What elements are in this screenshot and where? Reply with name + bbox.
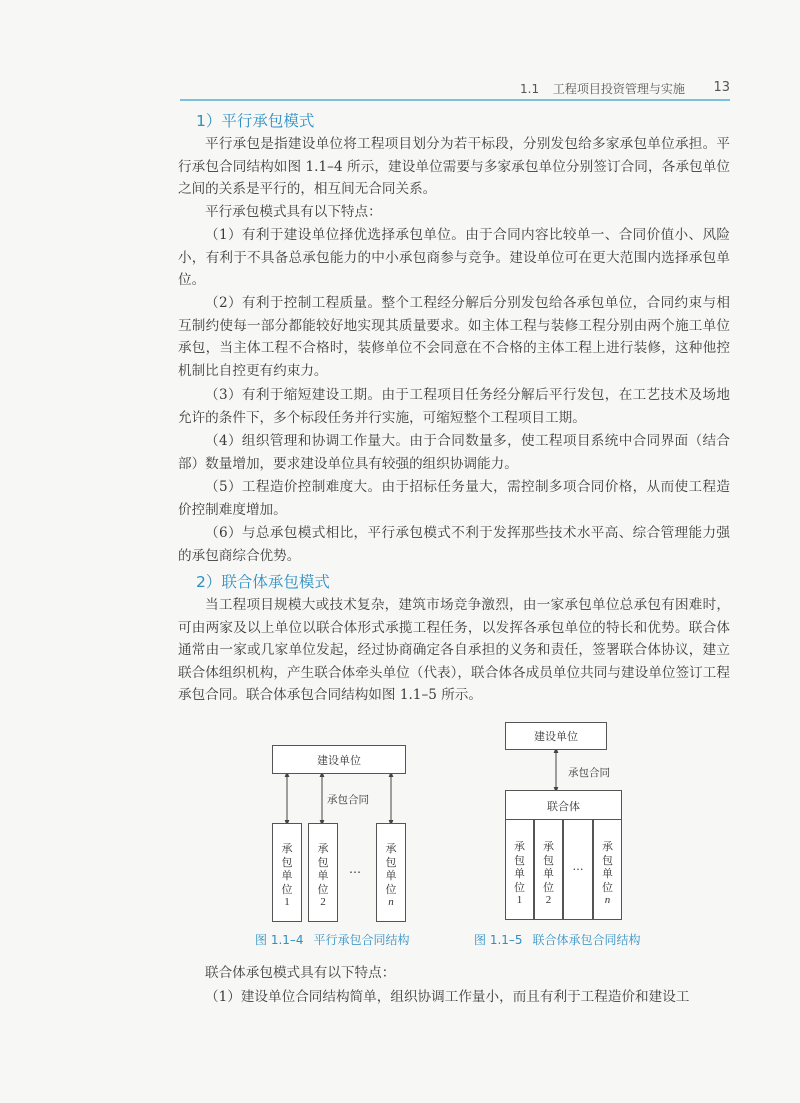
list-item-parallel-1: （1）有利于建设单位择优选择承包单位。由于合同内容比较单一、合同价值小、风险小，有利于不具备总承包能力的中小承包商参与竞争。建设单位可在更大范围内选择承包单位。 — [178, 227, 730, 288]
fig5-caption-title: 联合体承包合同结构 — [532, 933, 641, 947]
list-item-joint-venture-1: （1）建设单位合同结构简单，组织协调工作量小，而且有利于工程造价和建设工 — [205, 989, 690, 1005]
fig5-ellipsis: … — [572, 860, 584, 873]
fig5-unit-box-1 — [505, 819, 534, 920]
fig4-unit-box-n — [376, 823, 406, 922]
paragraph-joint-venture-definition: 当工程项目规模大或技术复杂，建筑市场竞争激烈，由一家承包单位总承包有困难时，可由两家及以上单位以联合体形式承揽工程任务，以发挥各承包单位的特长和优势。联合体通常由一家或几家单位发起，经过协商确定各自承担的义务和责任，签署联合体协议，建立联合体组织机构，产生联合体牵头单位（代表），联合体各成员单位共同与建设单位签订工程承包合同。联合体承包合同结构如图 1.1–5 所示。 — [178, 597, 730, 703]
fig5-caption-number: 图 1.1–5 — [474, 933, 523, 947]
unit-number: 1 — [284, 896, 290, 908]
fig5-unit-box-n — [593, 819, 622, 920]
unit-char: 包 — [385, 855, 397, 869]
unit-char: 包 — [317, 855, 329, 869]
fig4-contract-label: 承包合同 — [327, 794, 369, 806]
fig4-ellipsis: … — [349, 862, 361, 876]
unit-char: 单 — [602, 867, 613, 880]
fig5-unit-box-ellipsis — [563, 819, 593, 920]
list-item-parallel-2: （2）有利于控制工程质量。整个工程经分解后分别发包给各承包单位，合同约束与相互制约使每一部分都能较好地实现其质量要求。如主体工程与装修工程分别由两个施工单位承包，当主体工程不合格时，装修单位不会同意在不合格的主体工程上进行装修，这种他控机制比自控更有约束力。 — [178, 295, 730, 379]
unit-char: 包 — [281, 855, 293, 869]
list-item-parallel-4: （4）组织管理和协调工作量大。由于合同数量多，使工程项目系统中合同界面（结合部）数量增加，要求建设单位具有较强的组织协调能力。 — [178, 433, 730, 472]
unit-number: 2 — [320, 896, 326, 908]
fig4-unit-box-1 — [272, 823, 302, 922]
heading-parallel-contracting: 1）平行承包模式 — [196, 112, 315, 130]
fig5-contract-label: 承包合同 — [568, 767, 610, 779]
page-number: 13 — [713, 80, 730, 95]
header-chapter-title: 工程项目投资管理与实施 — [552, 82, 685, 96]
unit-char: 单 — [543, 867, 554, 880]
unit-char: 位 — [385, 882, 397, 896]
fig4-unit-box-2 — [308, 823, 338, 922]
unit-char: 承 — [385, 842, 397, 855]
unit-number: 1 — [516, 894, 523, 906]
fig4-caption-number: 图 1.1–4 — [255, 933, 304, 947]
paragraph-parallel-features-intro: 平行承包模式具有以下特点： — [205, 204, 382, 220]
unit-char: 包 — [514, 853, 525, 867]
unit-number: 2 — [545, 894, 552, 906]
fig4-caption-title: 平行承包合同结构 — [313, 933, 410, 947]
unit-char: 单 — [514, 867, 525, 880]
list-item-parallel-6: （6）与总承包模式相比，平行承包模式不利于发挥那些技术水平高、综合管理能力强的承包商综合优势。 — [178, 525, 730, 564]
unit-char: 位 — [514, 880, 525, 894]
header-section-number: 1.1 — [520, 82, 540, 96]
unit-char: 承 — [317, 842, 329, 855]
fig5-unit-box-2 — [534, 819, 563, 920]
unit-char: 位 — [317, 882, 329, 896]
unit-char: 单 — [385, 869, 397, 882]
paragraph-parallel-definition: 平行承包是指建设单位将工程项目划分为若干标段，分别发包给多家承包单位承担。平行承包合同结构如图 1.1–4 所示，建设单位需要与多家承包单位分别签订合同，各承包单位之间的关系是平行的，相互间无合同关系。 — [178, 136, 730, 197]
unit-char: 位 — [602, 880, 613, 894]
fig4-owner-box: 建设单位 — [272, 745, 406, 774]
fig5-owner-box: 建设单位 — [505, 722, 607, 750]
heading-joint-venture-contracting: 2）联合体承包模式 — [196, 573, 330, 591]
fig4-caption — [255, 931, 410, 948]
list-item-parallel-5: （5）工程造价控制难度大。由于招标任务量大，需控制多项合同价格，从而使工程造价控制难度增加。 — [178, 479, 730, 518]
paragraph-joint-venture-features-intro: 联合体承包模式具有以下特点： — [205, 965, 396, 981]
fig5-joint-venture-label: 联合体 — [506, 791, 621, 821]
unit-char: 承 — [281, 842, 293, 855]
unit-char: 位 — [543, 880, 554, 894]
unit-char: 包 — [602, 853, 613, 867]
unit-char: 承 — [514, 840, 525, 853]
unit-char: 单 — [317, 869, 329, 882]
unit-char: 承 — [543, 840, 554, 853]
unit-number: n — [604, 894, 611, 906]
list-item-parallel-3: （3）有利于缩短建设工期。由于工程项目任务经分解后平行发包，在工艺技术及场地允许的条件下，多个标段任务并行实施，可缩短整个工程项目工期。 — [178, 387, 730, 426]
fig5-caption — [474, 931, 641, 948]
unit-char: 承 — [602, 840, 613, 853]
unit-char: 单 — [281, 869, 293, 882]
unit-number: n — [388, 896, 394, 908]
unit-char: 包 — [543, 853, 554, 867]
unit-char: 位 — [281, 882, 293, 896]
